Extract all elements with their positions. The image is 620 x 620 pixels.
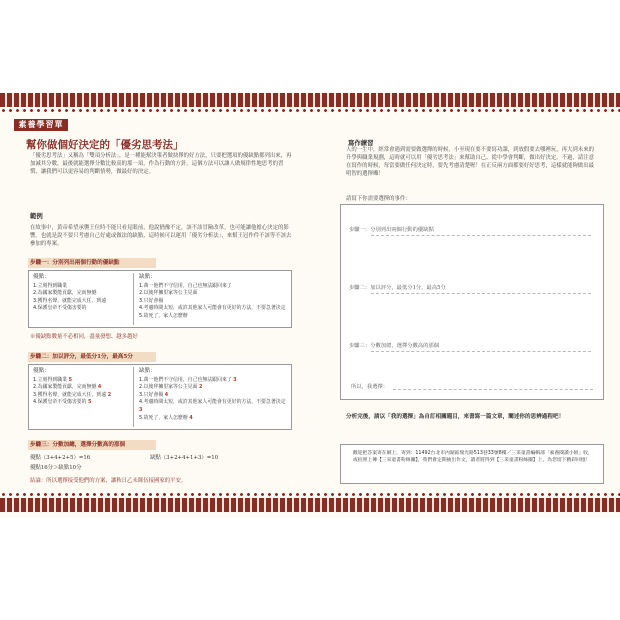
item-score: 3	[139, 406, 143, 413]
list-item: 3.只好會禍	[139, 297, 164, 304]
list-item	[139, 384, 287, 392]
list-item: 2.為國家製能貢獻，完而無憾	[33, 290, 97, 297]
submission-text: 歡迎把答案寄在網上，寄到：11492台北市內湖區瑞光路513巷33號8樓／三采童書編輯部「素養閱讀小組」收，或拍照上傳【三采童書粉絲團】，我們會定期抽出作文，讀者將得到【三采童書粉絲團】上，為您留下精彩回憶！	[353, 451, 593, 464]
answer-line[interactable]	[371, 235, 591, 236]
intro-paragraph: 「優劣思考法」又稱為「雙項分析法」，是一種能幫決策者做抉擇的好方法，只要把選項的優缺點都列出來，再加減其分數，最後就能選擇分數比較高的那一項，作為行動的方針。這個方法可以讓人做規律性地思考的習慣，讓我們可以更容易的判斷情勢，做最好的決定。	[30, 153, 292, 175]
step3-bar: 步驟三：分數加總，選擇分數高的那個	[28, 440, 156, 450]
example-label: 範例	[30, 212, 43, 220]
item-text: 5.故死了，家人怎麼辦	[139, 414, 190, 421]
submission-box	[340, 444, 604, 484]
item-text: 3.獲得名聲，就能完成大任，到遠	[33, 391, 108, 398]
item-text: 1.立刻得到職業	[33, 376, 69, 383]
step1-cons	[139, 274, 287, 321]
step2-cons	[139, 368, 287, 422]
writing-instruction: 分析完後，請以「我的選擇」為自訂相關題目，來書寫一篇文章，闡述你的思辨過程吧！	[346, 414, 565, 420]
item-score: 2	[107, 391, 112, 398]
list-item: 1.立刻得到職業	[33, 282, 68, 289]
answer-line[interactable]	[371, 293, 591, 294]
step1-bar: 步驟一：分別列出兩個行動的優缺點	[28, 258, 156, 268]
section-heading: 素養學習單	[14, 119, 68, 131]
list-item	[139, 415, 287, 423]
cons-sum: 缺點（3+2+4+1+3）=10	[150, 455, 219, 461]
writing-practice-label: 寫作練習	[348, 139, 374, 147]
page-title: 幫你做個好決定的「優劣思考法」	[26, 139, 184, 151]
choice-line[interactable]	[393, 389, 593, 390]
item-text: 1.萬一他們不守信用，自己也無法跟回來了	[139, 376, 234, 383]
pros-heading: 優點：	[33, 274, 50, 280]
top-border-band	[0, 93, 620, 107]
writing-intro: 人的一生中，經常會遇到需要做選擇的時候，小至現在要不要寫功課，到放假要去哪裡玩，再大到未來的升學與職業規劃，這時就可以用「優劣思考法」來幫助自己，從中學會判斷，做出好決定。不過，請注意在寫作的時候，每當要做任何決定時，要先考慮清楚喔！在正反兩方面都要好好思考，這樣就能夠做出最明智的選擇囉！	[346, 147, 594, 177]
column-divider	[133, 367, 134, 427]
step2-bar: 步驟二：加以評分，最低分1分，最高5分	[28, 352, 156, 362]
list-item: 1.萬一他們不守信用，自己也無法跟回來了	[139, 282, 232, 289]
item-score: 4	[164, 391, 169, 398]
conclusion: 結論：所以選擇接受他們的方案，讓秋日乙未隊伍接國家的平安。	[30, 478, 187, 484]
step1-box	[28, 270, 292, 328]
event-prompt: 請寫下你需要選擇的事件：	[346, 196, 411, 202]
item-text: 4.保護皇帝不受傷害要的	[33, 399, 89, 406]
example-paragraph: 在故事中，黃帝希望承襲王位時不能只看見眼前，他說猶豫不定，該不該冒險改革，也可能讓他擔心決定的影響。也就是說不要只考慮自己好處或做法的缺點，這時候可以運用「優劣分析法」，來幫王冠作件不該等不該去參加的專案。	[30, 225, 292, 247]
choice-label: 所以，我選擇：	[351, 384, 389, 390]
pros-sum: 優點（3+4+2+5）=16	[30, 455, 91, 461]
writing-step1: 步驟一：分別列出兩個行動的優缺點	[349, 227, 434, 233]
list-item	[33, 399, 127, 407]
item-text: 2.以後拜擁里家等公主見面	[139, 384, 200, 391]
step1-pros	[33, 274, 127, 313]
list-item: 4.考慮時間太短，或許其他家人可能會有更好的方法，不要急著決定	[139, 305, 286, 312]
writing-step3: 步驟三：分數加總，選擇分數高的那個	[349, 343, 440, 349]
writing-step2: 步驟二：加以評分，最低分1分，最高5分	[349, 285, 446, 291]
column-divider	[133, 273, 134, 325]
item-score: 4	[189, 414, 193, 421]
list-item	[139, 399, 287, 414]
step2-pros	[33, 368, 127, 407]
writing-box[interactable]	[340, 204, 604, 400]
score-compare: 優點16分＞缺點10分	[30, 465, 82, 471]
item-text: 3.只好會禍	[139, 391, 165, 398]
item-score: 2	[199, 384, 203, 391]
cons-heading: 缺點：	[139, 368, 156, 374]
pros-heading: 優點：	[33, 368, 50, 374]
item-score: 5	[88, 399, 92, 406]
list-item: 5.故死了，家人怎麼辦	[139, 312, 188, 319]
item-text: 4.考慮時間太短，或許其他家人可能會有更好的方法，不要急著決定	[139, 399, 286, 406]
step2-box	[28, 364, 292, 430]
bottom-border-dots	[0, 492, 620, 497]
item-score: 3	[233, 376, 237, 383]
tip-note: ※優缺點數量不必相同，盡量發想、越多越好	[30, 334, 138, 340]
bottom-border-band	[0, 498, 620, 512]
top-border-dots	[0, 108, 620, 113]
answer-line[interactable]	[371, 351, 591, 352]
cons-heading: 缺點：	[139, 274, 156, 280]
item-score: 5	[68, 376, 72, 383]
list-item: 4.保護皇帝不受傷害要的	[33, 305, 87, 312]
list-item: 2.以後拜擁里家等公主見面	[139, 290, 198, 297]
list-item: 3.獲得名聲，就能完成大任，到遠	[33, 297, 107, 304]
list-item	[33, 384, 127, 392]
item-text: 2.為國家製能貢獻，完而無憾	[33, 384, 98, 391]
item-score: 4	[97, 384, 102, 391]
